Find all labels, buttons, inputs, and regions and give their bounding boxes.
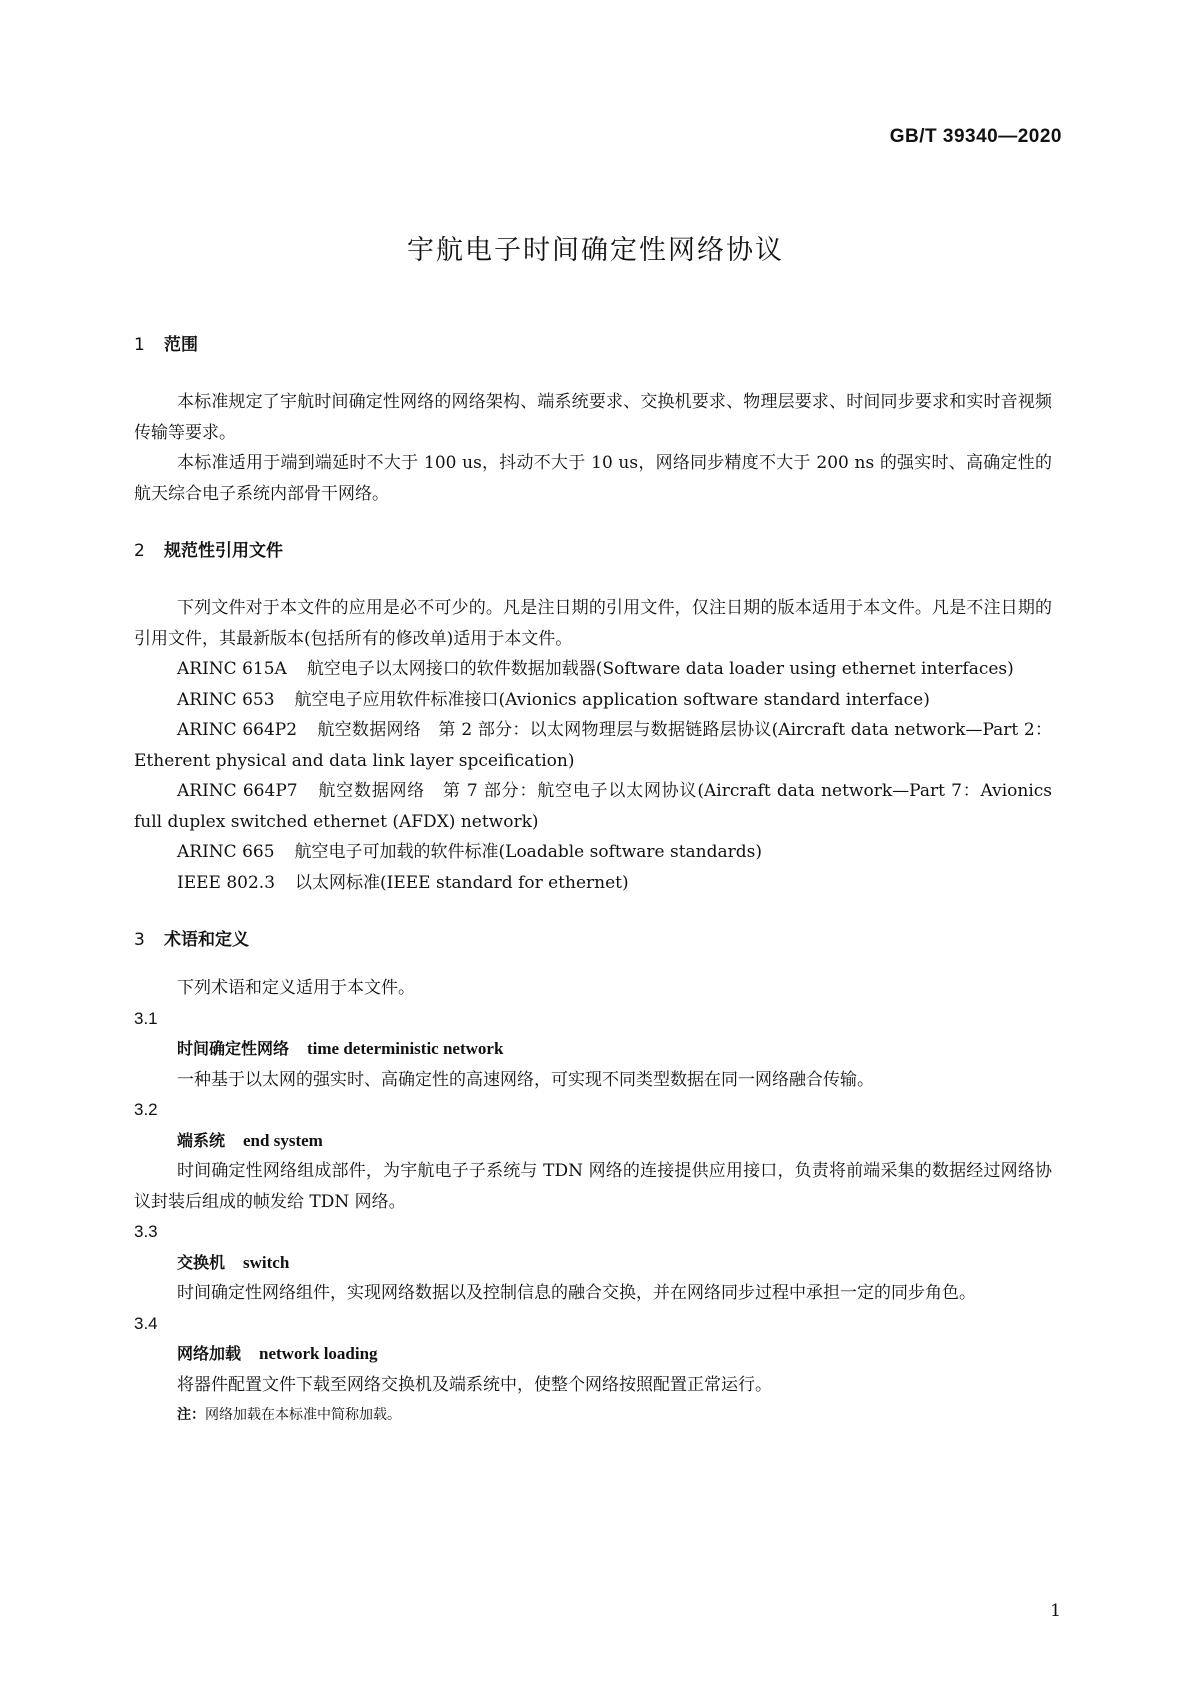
standard-code: GB/T 39340—2020 [889,126,1062,147]
term-title: 交换机 switch [177,1252,290,1272]
term-number: 3.2 [134,1100,158,1119]
section-3-heading: 3 术语和定义 [134,930,249,950]
term-number: 3.1 [134,1008,158,1028]
section-1-heading: 1 范围 [134,335,198,355]
term-definition: 一种基于以太网的强实时、高确定性的高速网络，可实现不同类型数据在同一网络融合传输。 [177,1069,874,1090]
term-definition: 时间确定性网络组件，实现网络数据以及控制信息的融合交换，并在网络同步过程中承担一定的同步角色。 [177,1283,976,1303]
reference-item: ARINC 615A 航空电子以太网接口的软件数据加载器(Software data loader using ethernet interfaces) [177,659,1014,679]
term-note: 注：网络加载在本标准中简称加载。 [177,1407,401,1423]
reference-item: IEEE 802.3 以太网标准(IEEE standard for ethernet) [177,872,629,893]
page-number: 1 [1050,1601,1061,1621]
reference-item: ARINC 653 航空电子应用软件标准接口(Avionics application software standard interface) [177,689,930,710]
term-number: 3.3 [134,1222,158,1241]
section-3-intro: 下列术语和定义适用于本文件。 [177,978,415,998]
section-1-paragraph: 本标准适用于端到端延时不大于 100 us，抖动不大于 10 us，网络同步精度不大于 200 ns 的强实时、高确定性的航天综合电子系统内部骨干网络。 [134,453,1052,504]
term-number: 3.4 [134,1313,158,1333]
term-title: 时间确定性网络 time deterministic network [177,1039,504,1058]
section-2-heading: 2 规范性引用文件 [134,541,283,561]
reference-item: ARINC 664P7 航空数据网络 第 7 部分：航空电子以太网协议(Aircraft data network—Part 7：Avionics full duplex switched ethernet (AFDX) network) [134,781,1052,832]
section-2-intro: 下列文件对于本文件的应用是必不可少的。凡是注日期的引用文件，仅注日期的版本适用于本文件。凡是不注日期的引用文件，其最新版本(包括所有的修改单)适用于本文件。 [134,598,1052,649]
term-definition: 将器件配置文件下载至网络交换机及端系统中，使整个网络按照配置正常运行。 [177,1374,772,1395]
term-definition: 时间确定性网络组成部件，为宇航电子子系统与 TDN 网络的连接提供应用接口，负责将前端采集的数据经过网络协议封装后组成的帧发给 TDN 网络。 [134,1161,1052,1212]
reference-item: ARINC 665 航空电子可加载的软件标准(Loadable software standards) [177,842,763,862]
reference-item: ARINC 664P2 航空数据网络 第 2 部分：以太网物理层与数据链路层协议(Aircraft data network—Part 2：Etherent physical and data link layer spceification) [134,720,1053,771]
document-body [134,330,1052,1430]
document-title: 宇航电子时间确定性网络协议 [407,235,784,266]
term-title: 网络加载 network loading [177,1344,378,1363]
term-title: 端系统 end system [177,1130,323,1150]
section-1-paragraph: 本标准规定了宇航时间确定性网络的网络架构、端系统要求、交换机要求、物理层要求、时间同步要求和实时音视频传输等要求。 [134,392,1052,443]
